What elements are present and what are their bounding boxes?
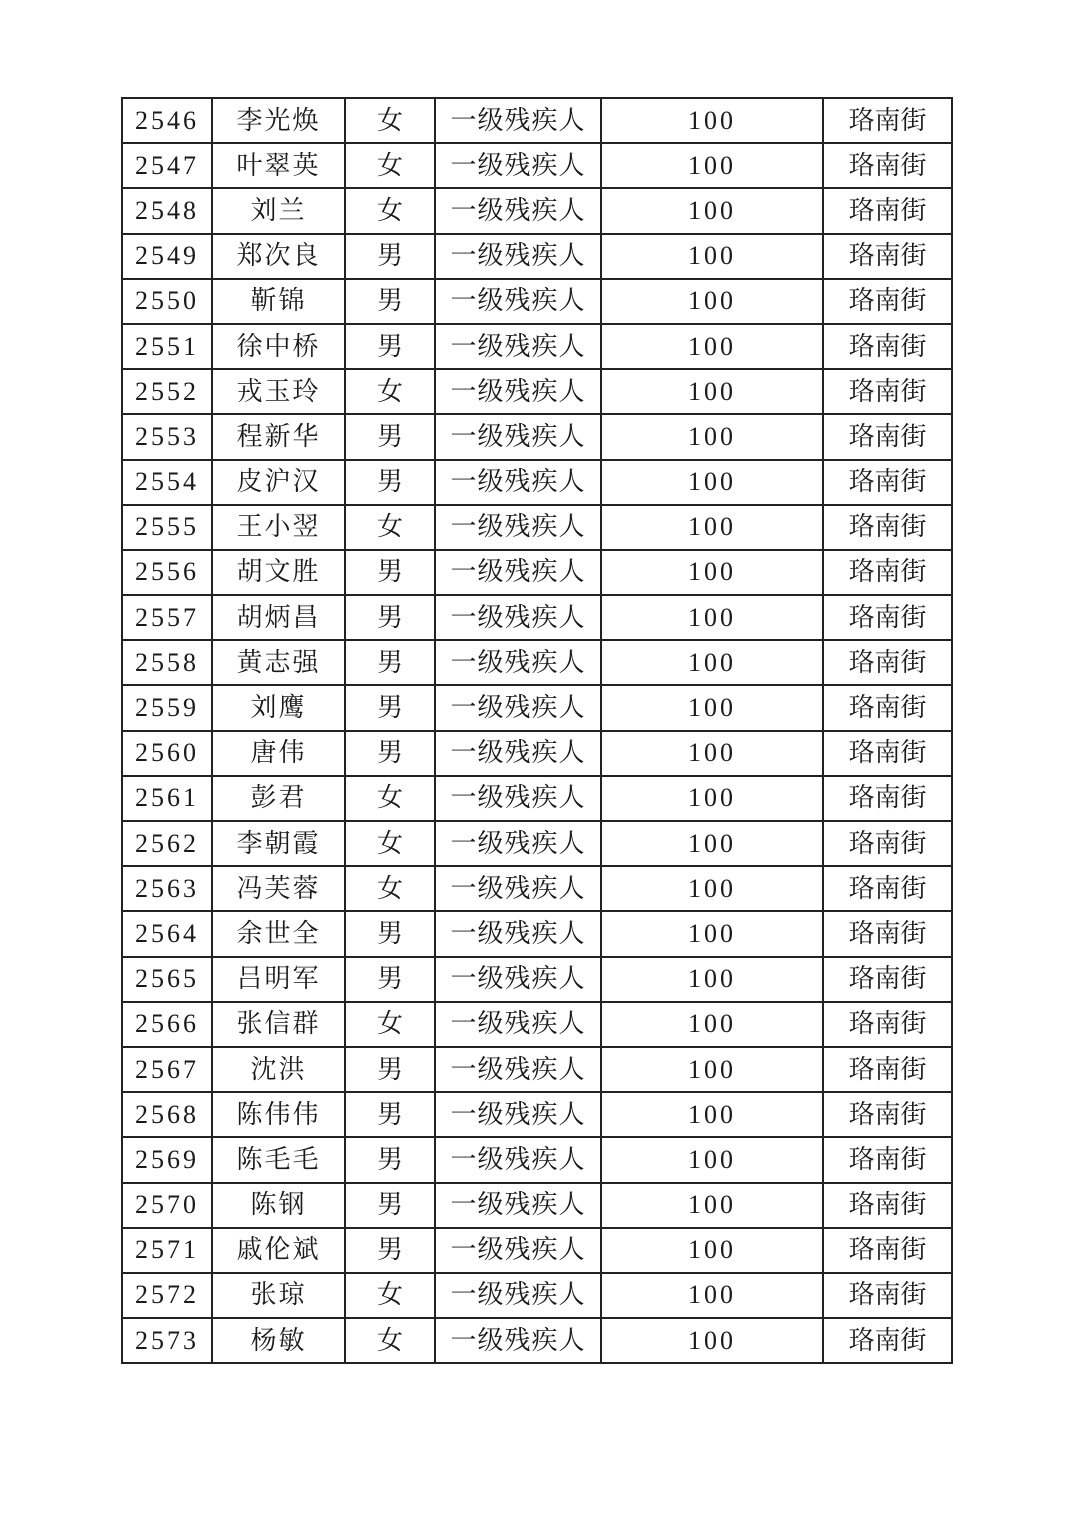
amount-cell: 100 bbox=[601, 143, 823, 188]
category-cell: 一级残疾人 bbox=[435, 1002, 601, 1047]
gender-cell: 女 bbox=[345, 143, 435, 188]
gender-cell: 女 bbox=[345, 98, 435, 143]
table-row bbox=[122, 731, 952, 776]
name-cell: 黄志强 bbox=[212, 640, 345, 685]
name-cell: 程新华 bbox=[212, 414, 345, 459]
table-row bbox=[122, 1092, 952, 1137]
id-cell: 2555 bbox=[122, 505, 212, 550]
street-cell: 珞南街 bbox=[823, 279, 952, 324]
table-row bbox=[122, 595, 952, 640]
gender-cell: 男 bbox=[345, 1137, 435, 1182]
id-cell: 2558 bbox=[122, 640, 212, 685]
name-cell: 彭君 bbox=[212, 776, 345, 821]
table-row bbox=[122, 550, 952, 595]
name-cell: 唐伟 bbox=[212, 731, 345, 776]
category-cell: 一级残疾人 bbox=[435, 324, 601, 369]
gender-cell: 男 bbox=[345, 1228, 435, 1273]
id-cell: 2551 bbox=[122, 324, 212, 369]
name-cell: 沈洪 bbox=[212, 1047, 345, 1092]
category-cell: 一级残疾人 bbox=[435, 98, 601, 143]
amount-cell: 100 bbox=[601, 1273, 823, 1318]
gender-cell: 女 bbox=[345, 821, 435, 866]
amount-cell: 100 bbox=[601, 866, 823, 911]
name-cell: 陈毛毛 bbox=[212, 1137, 345, 1182]
amount-cell: 100 bbox=[601, 505, 823, 550]
id-cell: 2561 bbox=[122, 776, 212, 821]
table-row bbox=[122, 911, 952, 956]
id-cell: 2573 bbox=[122, 1318, 212, 1363]
street-cell: 珞南街 bbox=[823, 1318, 952, 1363]
gender-cell: 女 bbox=[345, 1318, 435, 1363]
table-row bbox=[122, 279, 952, 324]
category-cell: 一级残疾人 bbox=[435, 866, 601, 911]
category-cell: 一级残疾人 bbox=[435, 1137, 601, 1182]
street-cell: 珞南街 bbox=[823, 1002, 952, 1047]
id-cell: 2562 bbox=[122, 821, 212, 866]
table-row bbox=[122, 143, 952, 188]
amount-cell: 100 bbox=[601, 188, 823, 233]
gender-cell: 女 bbox=[345, 866, 435, 911]
street-cell: 珞南街 bbox=[823, 595, 952, 640]
name-cell: 张信群 bbox=[212, 1002, 345, 1047]
category-cell: 一级残疾人 bbox=[435, 731, 601, 776]
roster-table-body bbox=[122, 98, 952, 1363]
category-cell: 一级残疾人 bbox=[435, 957, 601, 1002]
amount-cell: 100 bbox=[601, 821, 823, 866]
id-cell: 2554 bbox=[122, 460, 212, 505]
category-cell: 一级残疾人 bbox=[435, 595, 601, 640]
street-cell: 珞南街 bbox=[823, 505, 952, 550]
id-cell: 2552 bbox=[122, 369, 212, 414]
gender-cell: 男 bbox=[345, 1047, 435, 1092]
gender-cell: 男 bbox=[345, 1183, 435, 1228]
id-cell: 2563 bbox=[122, 866, 212, 911]
roster-table bbox=[121, 97, 953, 1364]
gender-cell: 女 bbox=[345, 369, 435, 414]
table-row bbox=[122, 1318, 952, 1363]
street-cell: 珞南街 bbox=[823, 776, 952, 821]
street-cell: 珞南街 bbox=[823, 98, 952, 143]
id-cell: 2570 bbox=[122, 1183, 212, 1228]
name-cell: 徐中桥 bbox=[212, 324, 345, 369]
table-row bbox=[122, 1228, 952, 1273]
category-cell: 一级残疾人 bbox=[435, 1047, 601, 1092]
street-cell: 珞南街 bbox=[823, 866, 952, 911]
table-row bbox=[122, 369, 952, 414]
category-cell: 一级残疾人 bbox=[435, 1092, 601, 1137]
amount-cell: 100 bbox=[601, 414, 823, 459]
street-cell: 珞南街 bbox=[823, 640, 952, 685]
id-cell: 2559 bbox=[122, 685, 212, 730]
category-cell: 一级残疾人 bbox=[435, 1228, 601, 1273]
category-cell: 一级残疾人 bbox=[435, 369, 601, 414]
category-cell: 一级残疾人 bbox=[435, 414, 601, 459]
table-row bbox=[122, 1273, 952, 1318]
amount-cell: 100 bbox=[601, 98, 823, 143]
name-cell: 戚伦斌 bbox=[212, 1228, 345, 1273]
name-cell: 吕明军 bbox=[212, 957, 345, 1002]
gender-cell: 男 bbox=[345, 550, 435, 595]
name-cell: 胡炳昌 bbox=[212, 595, 345, 640]
amount-cell: 100 bbox=[601, 911, 823, 956]
name-cell: 杨敏 bbox=[212, 1318, 345, 1363]
name-cell: 陈钢 bbox=[212, 1183, 345, 1228]
id-cell: 2567 bbox=[122, 1047, 212, 1092]
id-cell: 2565 bbox=[122, 957, 212, 1002]
table-row bbox=[122, 188, 952, 233]
name-cell: 靳锦 bbox=[212, 279, 345, 324]
category-cell: 一级残疾人 bbox=[435, 640, 601, 685]
id-cell: 2549 bbox=[122, 234, 212, 279]
gender-cell: 女 bbox=[345, 776, 435, 821]
id-cell: 2553 bbox=[122, 414, 212, 459]
amount-cell: 100 bbox=[601, 1002, 823, 1047]
category-cell: 一级残疾人 bbox=[435, 234, 601, 279]
gender-cell: 男 bbox=[345, 685, 435, 730]
id-cell: 2557 bbox=[122, 595, 212, 640]
street-cell: 珞南街 bbox=[823, 1183, 952, 1228]
table-row bbox=[122, 1047, 952, 1092]
street-cell: 珞南街 bbox=[823, 731, 952, 776]
gender-cell: 男 bbox=[345, 324, 435, 369]
category-cell: 一级残疾人 bbox=[435, 776, 601, 821]
amount-cell: 100 bbox=[601, 279, 823, 324]
table-row bbox=[122, 776, 952, 821]
category-cell: 一级残疾人 bbox=[435, 1273, 601, 1318]
amount-cell: 100 bbox=[601, 1092, 823, 1137]
name-cell: 叶翠英 bbox=[212, 143, 345, 188]
amount-cell: 100 bbox=[601, 685, 823, 730]
amount-cell: 100 bbox=[601, 957, 823, 1002]
gender-cell: 男 bbox=[345, 234, 435, 279]
amount-cell: 100 bbox=[601, 1183, 823, 1228]
gender-cell: 男 bbox=[345, 414, 435, 459]
gender-cell: 女 bbox=[345, 1273, 435, 1318]
street-cell: 珞南街 bbox=[823, 188, 952, 233]
table-row bbox=[122, 640, 952, 685]
id-cell: 2571 bbox=[122, 1228, 212, 1273]
gender-cell: 男 bbox=[345, 595, 435, 640]
table-row bbox=[122, 1137, 952, 1182]
category-cell: 一级残疾人 bbox=[435, 460, 601, 505]
gender-cell: 女 bbox=[345, 188, 435, 233]
gender-cell: 男 bbox=[345, 640, 435, 685]
id-cell: 2548 bbox=[122, 188, 212, 233]
amount-cell: 100 bbox=[601, 640, 823, 685]
category-cell: 一级残疾人 bbox=[435, 1318, 601, 1363]
name-cell: 李光焕 bbox=[212, 98, 345, 143]
street-cell: 珞南街 bbox=[823, 685, 952, 730]
id-cell: 2564 bbox=[122, 911, 212, 956]
table-row bbox=[122, 1183, 952, 1228]
category-cell: 一级残疾人 bbox=[435, 1183, 601, 1228]
table-row bbox=[122, 98, 952, 143]
name-cell: 冯芙蓉 bbox=[212, 866, 345, 911]
gender-cell: 男 bbox=[345, 460, 435, 505]
street-cell: 珞南街 bbox=[823, 911, 952, 956]
gender-cell: 男 bbox=[345, 279, 435, 324]
table-row bbox=[122, 957, 952, 1002]
table-row bbox=[122, 1002, 952, 1047]
amount-cell: 100 bbox=[601, 234, 823, 279]
table-row bbox=[122, 866, 952, 911]
table-row bbox=[122, 460, 952, 505]
id-cell: 2556 bbox=[122, 550, 212, 595]
amount-cell: 100 bbox=[601, 1228, 823, 1273]
gender-cell: 女 bbox=[345, 1002, 435, 1047]
gender-cell: 女 bbox=[345, 505, 435, 550]
street-cell: 珞南街 bbox=[823, 1228, 952, 1273]
name-cell: 陈伟伟 bbox=[212, 1092, 345, 1137]
gender-cell: 男 bbox=[345, 957, 435, 1002]
street-cell: 珞南街 bbox=[823, 550, 952, 595]
name-cell: 刘兰 bbox=[212, 188, 345, 233]
street-cell: 珞南街 bbox=[823, 369, 952, 414]
table-row bbox=[122, 234, 952, 279]
street-cell: 珞南街 bbox=[823, 957, 952, 1002]
name-cell: 戎玉玲 bbox=[212, 369, 345, 414]
category-cell: 一级残疾人 bbox=[435, 911, 601, 956]
street-cell: 珞南街 bbox=[823, 1137, 952, 1182]
id-cell: 2568 bbox=[122, 1092, 212, 1137]
name-cell: 刘鹰 bbox=[212, 685, 345, 730]
amount-cell: 100 bbox=[601, 369, 823, 414]
gender-cell: 男 bbox=[345, 731, 435, 776]
amount-cell: 100 bbox=[601, 595, 823, 640]
name-cell: 胡文胜 bbox=[212, 550, 345, 595]
amount-cell: 100 bbox=[601, 776, 823, 821]
street-cell: 珞南街 bbox=[823, 1092, 952, 1137]
street-cell: 珞南街 bbox=[823, 143, 952, 188]
name-cell: 余世全 bbox=[212, 911, 345, 956]
category-cell: 一级残疾人 bbox=[435, 143, 601, 188]
street-cell: 珞南街 bbox=[823, 324, 952, 369]
id-cell: 2546 bbox=[122, 98, 212, 143]
amount-cell: 100 bbox=[601, 550, 823, 595]
street-cell: 珞南街 bbox=[823, 234, 952, 279]
amount-cell: 100 bbox=[601, 1137, 823, 1182]
id-cell: 2569 bbox=[122, 1137, 212, 1182]
table-row bbox=[122, 821, 952, 866]
gender-cell: 男 bbox=[345, 911, 435, 956]
street-cell: 珞南街 bbox=[823, 1047, 952, 1092]
category-cell: 一级残疾人 bbox=[435, 550, 601, 595]
id-cell: 2547 bbox=[122, 143, 212, 188]
amount-cell: 100 bbox=[601, 1318, 823, 1363]
street-cell: 珞南街 bbox=[823, 821, 952, 866]
street-cell: 珞南街 bbox=[823, 414, 952, 459]
category-cell: 一级残疾人 bbox=[435, 188, 601, 233]
id-cell: 2550 bbox=[122, 279, 212, 324]
id-cell: 2566 bbox=[122, 1002, 212, 1047]
category-cell: 一级残疾人 bbox=[435, 279, 601, 324]
name-cell: 王小翌 bbox=[212, 505, 345, 550]
table-row bbox=[122, 414, 952, 459]
id-cell: 2572 bbox=[122, 1273, 212, 1318]
document-page bbox=[121, 97, 951, 1420]
id-cell: 2560 bbox=[122, 731, 212, 776]
name-cell: 李朝霞 bbox=[212, 821, 345, 866]
amount-cell: 100 bbox=[601, 460, 823, 505]
name-cell: 张琼 bbox=[212, 1273, 345, 1318]
table-row bbox=[122, 505, 952, 550]
name-cell: 皮沪汉 bbox=[212, 460, 345, 505]
gender-cell: 男 bbox=[345, 1092, 435, 1137]
category-cell: 一级残疾人 bbox=[435, 685, 601, 730]
category-cell: 一级残疾人 bbox=[435, 505, 601, 550]
street-cell: 珞南街 bbox=[823, 1273, 952, 1318]
amount-cell: 100 bbox=[601, 1047, 823, 1092]
amount-cell: 100 bbox=[601, 731, 823, 776]
table-row bbox=[122, 685, 952, 730]
street-cell: 珞南街 bbox=[823, 460, 952, 505]
amount-cell: 100 bbox=[601, 324, 823, 369]
name-cell: 郑次良 bbox=[212, 234, 345, 279]
category-cell: 一级残疾人 bbox=[435, 821, 601, 866]
table-row bbox=[122, 324, 952, 369]
